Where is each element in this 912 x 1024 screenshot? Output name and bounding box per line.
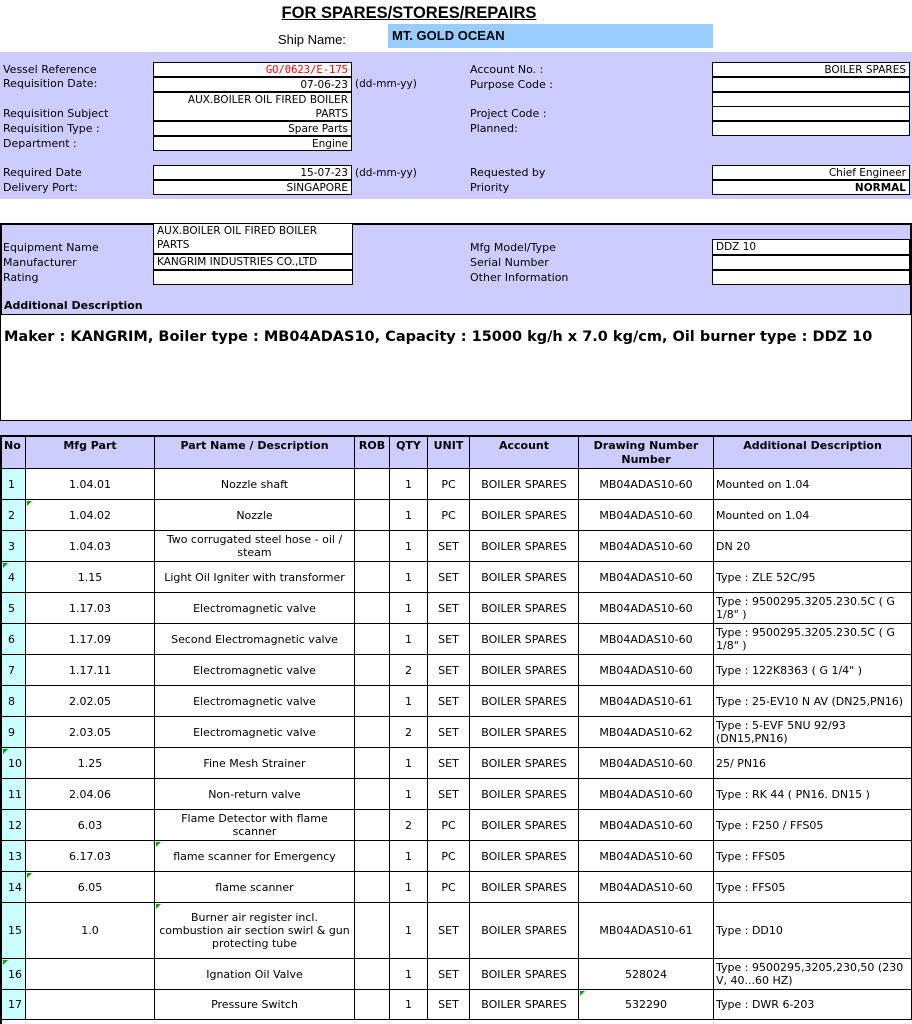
requisition-subject-field[interactable] (153, 92, 352, 121)
cell-drawing[interactable]: MB04ADAS10-60 (579, 655, 714, 686)
vessel-reference-field[interactable]: GO/0623/E-175 (153, 62, 352, 77)
purpose-code-label: Purpose Code : (470, 78, 554, 91)
required-date-field[interactable]: 15-07-23 (153, 165, 352, 180)
cell-drawing[interactable]: MB04ADAS10-60 (579, 624, 714, 655)
comment-marker-icon (156, 904, 161, 909)
cell-desc[interactable]: Type : ZLE 52C/95 (714, 562, 912, 593)
cell-mfg[interactable]: 2.03.05 (26, 717, 155, 748)
cell-account[interactable]: BOILER SPARES (470, 655, 579, 686)
cell-name[interactable]: flame scanner (155, 872, 355, 903)
cell-qty[interactable]: 1 (390, 959, 428, 990)
cell-account[interactable]: BOILER SPARES (470, 593, 579, 624)
cell-account[interactable]: BOILER SPARES (470, 717, 579, 748)
cell-qty[interactable]: 1 (390, 531, 428, 562)
cell-qty[interactable]: 2 (390, 717, 428, 748)
header-mfg: Mfg Part (26, 437, 155, 469)
cell-desc[interactable]: Type : DWR 6-203 (714, 990, 912, 1020)
mfg-model-label: Mfg Model/Type (470, 241, 556, 254)
department-label: Department : (3, 137, 77, 150)
cell-unit[interactable]: SET (428, 531, 470, 562)
cell-rob[interactable] (355, 562, 390, 593)
required-date-label: Required Date (3, 166, 82, 179)
cell-unit[interactable]: PC (428, 469, 470, 500)
cell-no[interactable]: 8 (2, 686, 26, 717)
cell-drawing[interactable]: MB04ADAS10-61 (579, 686, 714, 717)
cell-mfg[interactable]: 1.04.01 (26, 469, 155, 500)
cell-rob[interactable] (355, 500, 390, 531)
cell-name[interactable]: Electromagnetic valve (155, 717, 355, 748)
cell-unit[interactable]: SET (428, 990, 470, 1020)
cell-qty[interactable]: 1 (390, 779, 428, 810)
requisition-subject-line1: AUX.BOILER OIL FIRED BOILER (187, 94, 348, 106)
cell-qty[interactable]: 1 (390, 624, 428, 655)
cell-desc[interactable]: Type : RK 44 ( PN16. DN15 ) (714, 779, 912, 810)
cell-rob[interactable] (355, 810, 390, 841)
cell-desc[interactable]: Type : 122K8363 ( G 1/4" ) (714, 655, 912, 686)
cell-drawing[interactable]: MB04ADAS10-60 (579, 562, 714, 593)
cell-account[interactable]: BOILER SPARES (470, 872, 579, 903)
cell-qty[interactable]: 1 (390, 686, 428, 717)
cell-name[interactable]: Ignation Oil Valve (155, 959, 355, 990)
cell-qty[interactable]: 1 (390, 748, 428, 779)
cell-drawing[interactable]: 528024 (579, 959, 714, 990)
cell-desc[interactable]: Mounted on 1.04 (714, 500, 912, 531)
cell-name[interactable]: Nozzle shaft (155, 469, 355, 500)
header-desc: Additional Description (714, 437, 912, 469)
cell-desc[interactable]: Type : 25-EV10 N AV (DN25,PN16) (714, 686, 912, 717)
cell-mfg[interactable]: 6.05 (26, 872, 155, 903)
cell-account[interactable]: BOILER SPARES (470, 562, 579, 593)
vessel-reference-label: Vessel Reference (3, 63, 97, 76)
gap-band (0, 421, 912, 435)
project-code-label: Project Code : (470, 107, 547, 120)
comment-marker-icon (3, 563, 8, 568)
rating-field[interactable] (153, 270, 353, 285)
cell-account[interactable]: BOILER SPARES (470, 903, 579, 959)
cell-mfg[interactable]: 1.17.09 (26, 624, 155, 655)
cell-drawing[interactable]: MB04ADAS10-60 (579, 748, 714, 779)
ship-name-label: Ship Name: (278, 32, 346, 47)
equipment-name-field[interactable] (153, 224, 353, 254)
cell-rob[interactable] (355, 959, 390, 990)
cell-account[interactable]: BOILER SPARES (470, 990, 579, 1020)
cell-desc[interactable]: Type : DD10 (714, 903, 912, 959)
cell-desc[interactable]: Type : FFS05 (714, 841, 912, 872)
cell-name[interactable]: Electromagnetic valve (155, 593, 355, 624)
cell-no[interactable]: 15 (2, 903, 26, 959)
cell-mfg[interactable]: 6.03 (26, 810, 155, 841)
cell-drawing[interactable]: MB04ADAS10-60 (579, 531, 714, 562)
cell-unit[interactable]: SET (428, 686, 470, 717)
cell-account[interactable]: BOILER SPARES (470, 779, 579, 810)
equipment-name-line1: AUX.BOILER OIL FIRED BOILER (157, 225, 318, 237)
header-drawing-line1: Drawing Number (593, 439, 699, 452)
cell-unit[interactable]: SET (428, 717, 470, 748)
cell-account[interactable]: BOILER SPARES (470, 500, 579, 531)
serial-number-label: Serial Number (470, 256, 549, 269)
parts-table (0, 435, 912, 1024)
cell-rob[interactable] (355, 748, 390, 779)
cell-unit[interactable]: SET (428, 593, 470, 624)
cell-rob[interactable] (355, 469, 390, 500)
requested-by-label: Requested by (470, 166, 546, 179)
cell-rob[interactable] (355, 624, 390, 655)
ship-name-value[interactable]: MT. GOLD OCEAN (388, 24, 713, 48)
cell-desc[interactable]: Type : 9500295.3205.230.5C ( G 1/8" ) (714, 624, 912, 655)
cell-name[interactable]: Pressure Switch (155, 990, 355, 1020)
cell-desc[interactable]: Type : 9500295,3205,230,50 (230 V, 40...60 HZ) (714, 959, 912, 990)
equipment-name-line2: PARTS (157, 239, 190, 251)
cell-no[interactable]: 10 (2, 748, 26, 779)
cell-rob[interactable] (355, 841, 390, 872)
cell-name[interactable]: Electromagnetic valve (155, 686, 355, 717)
requisition-date-label: Requisition Date: (3, 77, 98, 90)
rating-label: Rating (3, 271, 39, 284)
cell-mfg[interactable] (26, 959, 155, 990)
cell-rob[interactable] (355, 655, 390, 686)
cell-account[interactable]: BOILER SPARES (470, 531, 579, 562)
cell-no[interactable]: 6 (2, 624, 26, 655)
requisition-date-field[interactable]: 07-06-23 (153, 77, 352, 92)
account-no-field[interactable]: BOILER SPARES (712, 62, 910, 77)
cell-no[interactable]: 17 (2, 990, 26, 1020)
cell-drawing[interactable]: MB04ADAS10-61 (579, 903, 714, 959)
cell-no[interactable]: 5 (2, 593, 26, 624)
additional-description-header (0, 286, 912, 314)
cell-account[interactable]: BOILER SPARES (470, 748, 579, 779)
cell-no[interactable]: 11 (2, 779, 26, 810)
cell-account[interactable]: BOILER SPARES (470, 624, 579, 655)
header-drawing-line2: Number (621, 453, 671, 466)
cell-rob[interactable] (355, 531, 390, 562)
cell-name[interactable]: Second Electromagnetic valve (155, 624, 355, 655)
department-field[interactable]: Engine (153, 136, 352, 151)
requisition-subject-label: Requisition Subject (3, 107, 109, 120)
requisition-type-field[interactable]: Spare Parts (153, 121, 352, 136)
additional-description-text: Maker : KANGRIM, Boiler type : MB04ADAS10, Capacity : 15000 kg/h x 7.0 kg/cm, Oil burner type : DDZ 10 (4, 329, 873, 345)
cell-unit[interactable]: PC (428, 500, 470, 531)
cell-no[interactable]: 7 (2, 655, 26, 686)
header-drawing (579, 437, 714, 469)
cell-name[interactable]: Flame Detector with flame scanner (155, 810, 355, 841)
cell-qty[interactable]: 1 (390, 469, 428, 500)
cell-drawing[interactable]: MB04ADAS10-60 (579, 779, 714, 810)
cell-rob[interactable] (355, 593, 390, 624)
required-date-hint: (dd-mm-yy) (355, 167, 417, 179)
cell-drawing[interactable]: MB04ADAS10-60 (579, 810, 714, 841)
comment-marker-icon (156, 842, 161, 847)
cell-desc[interactable]: Mounted on 1.04 (714, 469, 912, 500)
cell-drawing[interactable]: 532290 (579, 990, 714, 1020)
cell-desc[interactable]: Type : FFS05 (714, 872, 912, 903)
cell-qty[interactable]: 2 (390, 810, 428, 841)
cell-rob[interactable] (355, 872, 390, 903)
cell-desc[interactable]: Type : 5-EVF 5NU 92/93 (DN15,PN16) (714, 717, 912, 748)
purpose-code-field[interactable] (712, 77, 910, 92)
cell-unit[interactable]: PC (428, 810, 470, 841)
account-no-label: Account No. : (470, 63, 544, 76)
cell-mfg[interactable]: 1.04.03 (26, 531, 155, 562)
cell-account[interactable]: BOILER SPARES (470, 810, 579, 841)
header-unit: UNIT (428, 437, 470, 469)
comment-marker-icon (27, 873, 32, 878)
additional-description-box[interactable] (0, 314, 912, 421)
cell-name[interactable]: Two corrugated steel hose - oil / steam (155, 531, 355, 562)
cell-unit[interactable]: SET (428, 959, 470, 990)
cell-unit[interactable]: SET (428, 562, 470, 593)
priority-field[interactable]: NORMAL (712, 180, 910, 195)
cell-no[interactable]: 12 (2, 810, 26, 841)
cell-drawing[interactable]: MB04ADAS10-60 (579, 872, 714, 903)
cell-unit[interactable]: SET (428, 779, 470, 810)
requested-by-field[interactable]: Chief Engineer (712, 165, 910, 180)
cell-account[interactable]: BOILER SPARES (470, 841, 579, 872)
cell-unit[interactable]: SET (428, 655, 470, 686)
cell-no[interactable]: 1 (2, 469, 26, 500)
cell-rob[interactable] (355, 903, 390, 959)
header-rob: ROB (355, 437, 390, 469)
cell-desc[interactable]: DN 20 (714, 531, 912, 562)
planned-label: Planned: (470, 122, 518, 135)
planned-field[interactable] (712, 121, 910, 136)
cell-qty[interactable]: 1 (390, 903, 428, 959)
cell-qty[interactable]: 1 (390, 990, 428, 1020)
header-no: No (2, 437, 26, 469)
cell-no[interactable]: 13 (2, 841, 26, 872)
additional-description-label: Additional Description (4, 299, 143, 312)
sheet-title: FOR SPARES/STORES/REPAIRS (281, 4, 537, 22)
cell-name[interactable]: Fine Mesh Strainer (155, 748, 355, 779)
blank-field-1[interactable] (712, 92, 910, 107)
cell-rob[interactable] (355, 990, 390, 1020)
header-qty: QTY (390, 437, 428, 469)
cell-mfg[interactable]: 1.17.03 (26, 593, 155, 624)
cell-account[interactable]: BOILER SPARES (470, 686, 579, 717)
cell-no[interactable]: 3 (2, 531, 26, 562)
cell-mfg[interactable]: 2.04.06 (26, 779, 155, 810)
cell-no[interactable]: 2 (2, 500, 26, 531)
cell-unit[interactable]: PC (428, 841, 470, 872)
comment-marker-icon (580, 991, 585, 996)
delivery-port-label: Delivery Port: (3, 181, 78, 194)
cell-name[interactable]: Burner air register incl. combustion air section swirl & gun protecting tube (155, 903, 355, 959)
comment-marker-icon (3, 960, 8, 965)
cell-account[interactable]: BOILER SPARES (470, 469, 579, 500)
cell-name[interactable]: Light Oil Igniter with transformer (155, 562, 355, 593)
cell-drawing[interactable]: MB04ADAS10-60 (579, 500, 714, 531)
cell-mfg[interactable]: 1.25 (26, 748, 155, 779)
header-account: Account (470, 437, 579, 469)
cell-desc[interactable]: 25/ PN16 (714, 748, 912, 779)
cell-qty[interactable]: 1 (390, 500, 428, 531)
cell-unit[interactable]: PC (428, 872, 470, 903)
cell-qty[interactable]: 1 (390, 562, 428, 593)
delivery-port-field[interactable]: SINGAPORE (153, 180, 352, 195)
equipment-name-label: Equipment Name (3, 241, 99, 254)
cell-unit[interactable]: SET (428, 748, 470, 779)
cell-unit[interactable]: SET (428, 624, 470, 655)
cell-mfg[interactable]: 1.0 (26, 903, 155, 959)
cell-account[interactable]: BOILER SPARES (470, 959, 579, 990)
cell-qty[interactable]: 1 (390, 593, 428, 624)
requisition-type-label: Requisition Type : (3, 122, 100, 135)
cell-name[interactable]: Nozzle (155, 500, 355, 531)
cell-desc[interactable]: Type : F250 / FFS05 (714, 810, 912, 841)
cell-name[interactable]: flame scanner for Emergency (155, 841, 355, 872)
project-code-field[interactable] (712, 106, 910, 121)
cell-drawing[interactable]: MB04ADAS10-62 (579, 717, 714, 748)
comment-marker-icon (3, 749, 8, 754)
other-information-field[interactable] (712, 270, 910, 285)
cell-qty[interactable]: 2 (390, 655, 428, 686)
cell-rob[interactable] (355, 717, 390, 748)
cell-drawing[interactable]: MB04ADAS10-60 (579, 593, 714, 624)
cell-name[interactable]: Electromagnetic valve (155, 655, 355, 686)
manufacturer-label: Manufacturer (3, 256, 77, 269)
cell-no[interactable]: 4 (2, 562, 26, 593)
cell-no[interactable]: 14 (2, 872, 26, 903)
cell-rob[interactable] (355, 686, 390, 717)
cell-drawing[interactable]: MB04ADAS10-60 (579, 841, 714, 872)
cell-qty[interactable]: 1 (390, 841, 428, 872)
cell-mfg[interactable]: 1.15 (26, 562, 155, 593)
cell-mfg[interactable]: 2.02.05 (26, 686, 155, 717)
cell-name[interactable]: Non-return valve (155, 779, 355, 810)
cell-mfg[interactable]: 1.04.02 (26, 500, 155, 531)
cell-rob[interactable] (355, 779, 390, 810)
priority-label: Priority (470, 181, 510, 194)
manufacturer-field[interactable]: KANGRIM INDUSTRIES CO.,LTD (153, 254, 353, 270)
header-name: Part Name / Description (155, 437, 355, 469)
other-information-label: Other Information (470, 271, 569, 284)
cell-mfg[interactable] (26, 990, 155, 1020)
cell-drawing[interactable]: MB04ADAS10-60 (579, 469, 714, 500)
cell-mfg[interactable]: 1.17.11 (26, 655, 155, 686)
cell-unit[interactable]: SET (428, 903, 470, 959)
cell-qty[interactable]: 1 (390, 872, 428, 903)
cell-no[interactable]: 9 (2, 717, 26, 748)
serial-number-field[interactable] (712, 255, 910, 270)
cell-desc[interactable]: Type : 9500295.3205.230.5C ( G 1/8" ) (714, 593, 912, 624)
cell-mfg[interactable]: 6.17.03 (26, 841, 155, 872)
comment-marker-icon (27, 501, 32, 506)
mfg-model-field[interactable]: DDZ 10 (712, 239, 910, 255)
cell-no[interactable]: 16 (2, 959, 26, 990)
requisition-subject-line2: PARTS (315, 108, 348, 120)
requisition-date-hint: (dd-mm-yy) (355, 78, 417, 90)
